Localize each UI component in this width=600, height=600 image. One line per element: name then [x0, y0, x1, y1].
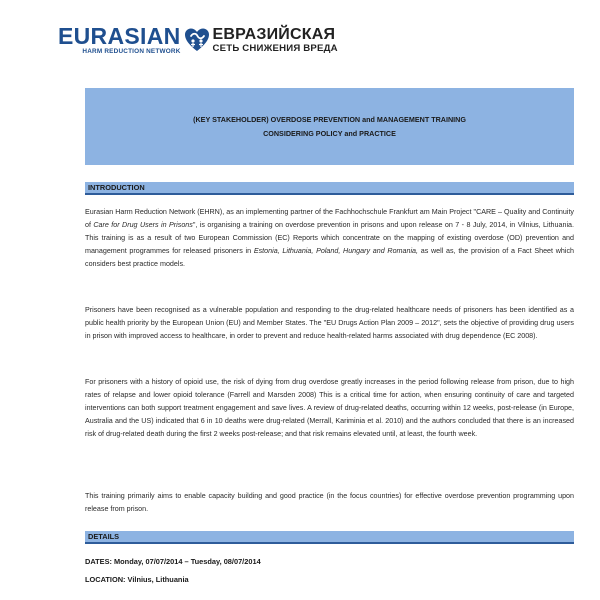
details-location: LOCATION: Vilnius, Lithuania — [85, 575, 189, 584]
intro-p1-text-b: ", is organising a training on overdose prevention in prisons and upon release on 7 - 8 July, 2014, in Vilnius, Lithuania. This training is as a result of two European Commission (EC) Reports which concentrate on the mapping of existing overdose (OD) prevention and management programmes for released prisoners in — [85, 220, 574, 255]
document-title-line2: CONSIDERING POLICY and PRACTICE — [263, 128, 396, 138]
logo-sub-en: HARM REDUCTION NETWORK — [82, 47, 181, 55]
ehrn-logo — [58, 20, 338, 60]
introduction-heading-text: INTRODUCTION — [88, 183, 145, 192]
intro-p1-text-c: as well as, the provision of a Fact Sheet which considers best practice models. — [85, 246, 574, 268]
heart-logo-icon — [184, 27, 210, 53]
intro-p1-italic-b: Estonia, Lithuania, Poland, Hungary and Romania, — [253, 246, 418, 255]
logo-main-ru: ЕВРАЗИЙСКАЯ — [212, 26, 336, 43]
section-underline — [85, 193, 574, 195]
logo-sub-ru: СЕТЬ СНИЖЕНИЯ ВРЕДА — [212, 43, 338, 54]
intro-paragraph-1 — [85, 206, 574, 271]
logo-english — [58, 22, 181, 56]
intro-p1-text-a: Eurasian Harm Reduction Network (EHRN), as an implementing partner of the Fachhochschule Frankfurt am Main Project "CARE – Quality and Continuity of — [85, 208, 574, 229]
document-title-box — [85, 88, 574, 165]
intro-paragraph-4: This training primarily aims to enable capacity building and good practice (in the focus countries) for effective overdose prevention programming upon release from prison. — [85, 492, 574, 513]
logo-main-en: EURASIAN — [58, 22, 181, 49]
details-heading-text: DETAILS — [88, 532, 120, 541]
intro-paragraph-2: Prisoners have been recognised as a vulnerable population and responding to the drug-related healthcare needs of prisoners has been identified as a public health priority by the European Union (EU) and Member States. The "EU Drugs Action Plan 2009 – 2012", sets the objective of providing drug users in prison with improved access to healthcare, in order to prevent and reduce health-related harms associated with drug dependence (EC 2008). — [85, 306, 574, 340]
intro-p1-italic-a: Care for Drug Users in Prisons — [93, 220, 193, 229]
intro-paragraph-3: For prisoners with a history of opioid use, the risk of dying from drug overdose greatly increases in the period following release from prison, due to high rates of relapse and lower opioid tolerance (Farrell and Marsden 2008) This is a critical time for action, when ensuring continuity of care and targeted interventions can both support treatment engagement and save lives. A review of drug-related deaths, occurring within 12 weeks, post-release (in Europe, Australia and the US) indicated that 6 in 10 deaths were drug-related (Merrall, Kariminia et al. 2010) and the authors concluded that there is an increased risk of drug-related death during the first 2 weeks post-release; and that risk remains elevated until, at least, the fourth week. — [85, 378, 574, 438]
logo-russian — [213, 26, 338, 54]
section-underline — [85, 542, 574, 544]
details-dates: DATES: Monday, 07/07/2014 – Tuesday, 08/07/2014 — [85, 557, 261, 566]
document-title-line1: (KEY STAKEHOLDER) OVERDOSE PREVENTION and MANAGEMENT TRAINING — [193, 114, 466, 124]
introduction-heading — [85, 182, 574, 193]
details-heading — [85, 531, 574, 542]
